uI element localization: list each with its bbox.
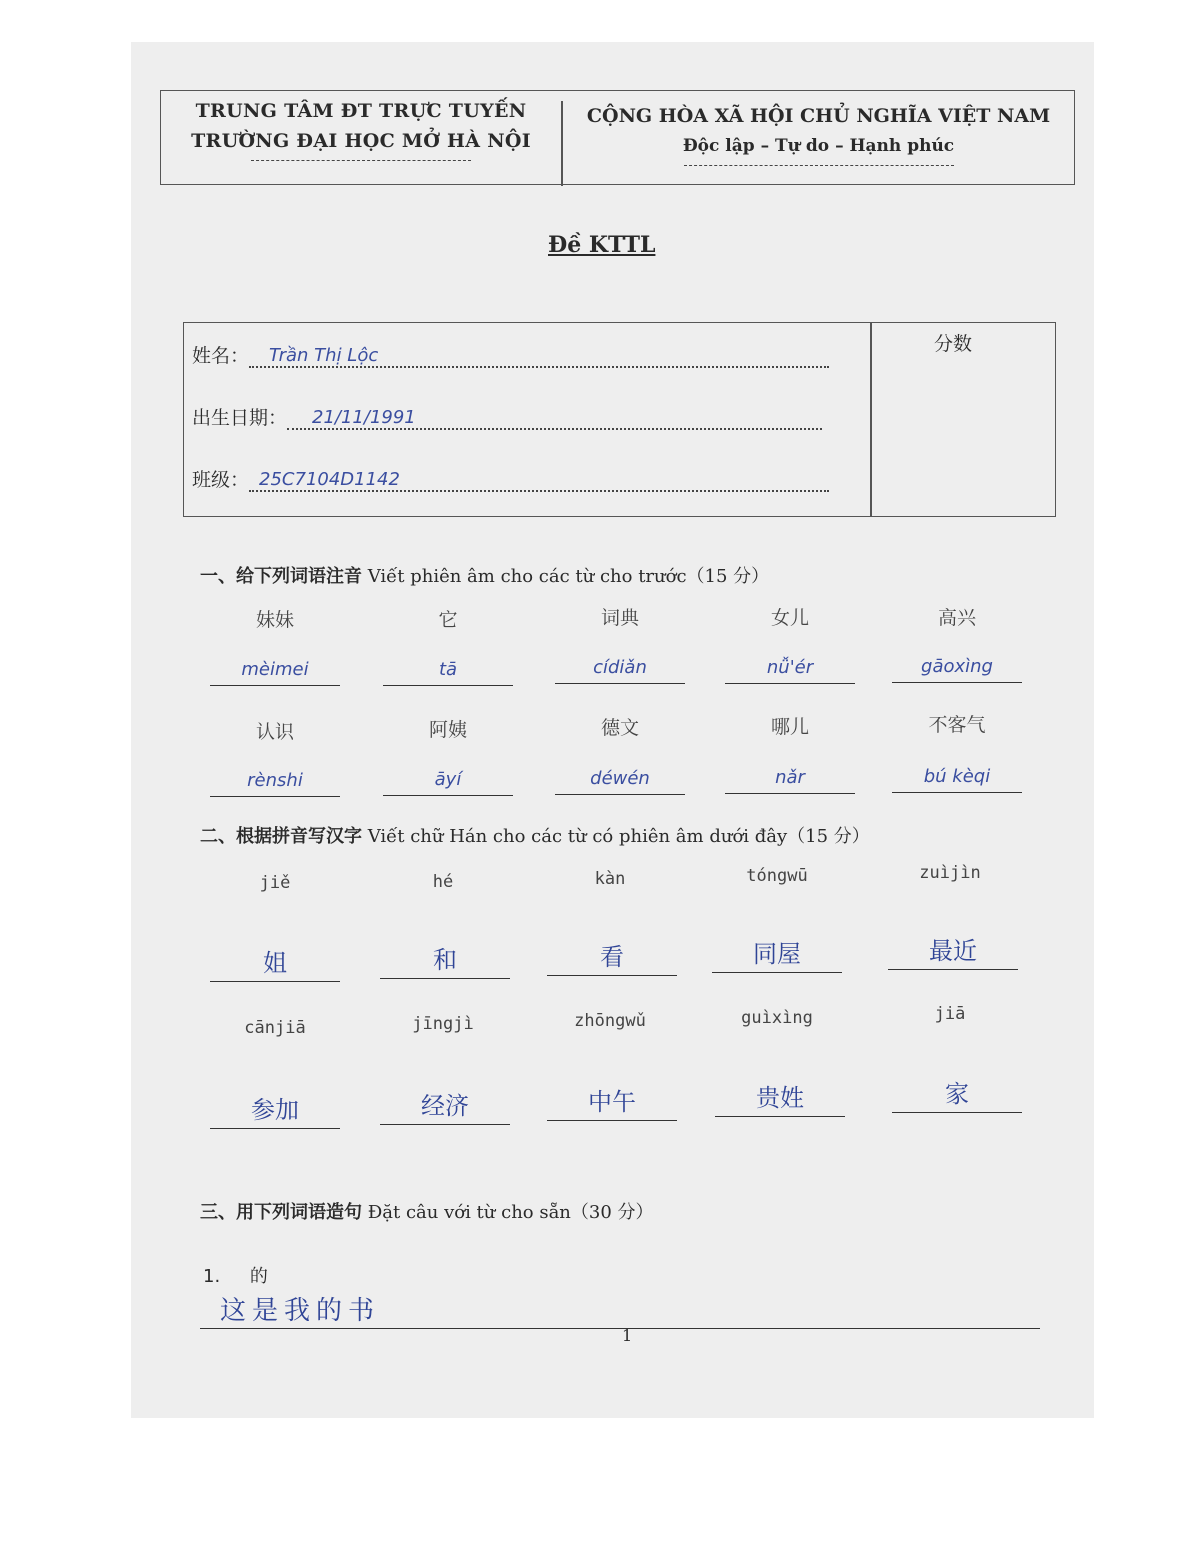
dob-label: 出生日期： bbox=[192, 407, 288, 429]
s1-word: 女儿 bbox=[770, 607, 809, 629]
dob-field[interactable] bbox=[287, 406, 822, 430]
class-value: 25C7104D1142 bbox=[259, 469, 400, 490]
s2-pinyin: jiā bbox=[934, 1004, 966, 1024]
section1-heading bbox=[200, 562, 769, 588]
s2-pinyin: zuìjìn bbox=[919, 863, 981, 883]
header-box bbox=[160, 90, 1075, 185]
name-label: 姓名： bbox=[192, 345, 250, 367]
question-1-answer: 这是我的书 bbox=[220, 1296, 381, 1326]
section2-heading-vi: Viết chữ Hán cho các từ có phiên âm dưới đây（15 分） bbox=[367, 826, 870, 847]
s2-answer-field[interactable]: 经济 bbox=[380, 1088, 510, 1125]
center-name: TRUNG TÂM ĐT TRỰC TUYẾN bbox=[195, 100, 527, 122]
s1-answer-field[interactable]: āyí bbox=[383, 765, 513, 796]
s2-answer-field[interactable]: 中午 bbox=[547, 1084, 677, 1121]
name-value: Trần Thị Lộc bbox=[269, 345, 379, 366]
s1-answer-field[interactable]: tā bbox=[383, 655, 513, 686]
s2-pinyin: jīngjì bbox=[412, 1014, 474, 1034]
section3-heading bbox=[200, 1198, 654, 1224]
s2-pinyin: hé bbox=[432, 872, 454, 892]
s2-pinyin: jiě bbox=[259, 873, 291, 893]
section2-heading bbox=[200, 822, 870, 848]
header-left bbox=[171, 96, 551, 161]
s1-answer-field[interactable]: gāoxìng bbox=[892, 652, 1022, 683]
s1-word: 高兴 bbox=[937, 607, 976, 629]
s2-answer-field[interactable]: 家 bbox=[892, 1076, 1022, 1113]
question-1-answer-field[interactable] bbox=[200, 1290, 1040, 1329]
university-name: TRƯỜNG ĐẠI HỌC MỞ HÀ NỘI bbox=[191, 130, 531, 152]
question-1 bbox=[203, 1262, 268, 1288]
s2-pinyin: zhōngwǔ bbox=[574, 1011, 646, 1031]
s1-answer-field[interactable]: rènshi bbox=[210, 766, 340, 797]
s2-answer-field[interactable]: 参加 bbox=[210, 1092, 340, 1129]
section2-heading-cn: 二、根据拼音写汉字 bbox=[200, 826, 362, 847]
header-right-divider bbox=[684, 165, 954, 166]
s1-word: 阿姨 bbox=[428, 719, 467, 741]
s2-pinyin: guìxìng bbox=[741, 1008, 813, 1028]
dob-value: 21/11/1991 bbox=[312, 407, 416, 428]
s2-answer-field[interactable]: 和 bbox=[380, 942, 510, 979]
header-right bbox=[566, 101, 1071, 166]
national-motto: Độc lập – Tự do – Hạnh phúc bbox=[682, 136, 955, 156]
dob-row bbox=[192, 403, 822, 430]
s1-answer-field[interactable]: déwén bbox=[555, 764, 685, 795]
s2-pinyin: kàn bbox=[594, 869, 626, 889]
question-1-number: 1. bbox=[203, 1266, 221, 1287]
s1-word: 妹妹 bbox=[255, 609, 294, 631]
class-row bbox=[192, 465, 829, 492]
header-left-divider bbox=[251, 160, 471, 161]
s2-answer-field[interactable]: 贵姓 bbox=[715, 1080, 845, 1117]
s1-answer-field[interactable]: nǚ'ér bbox=[725, 653, 855, 684]
score-label: 分数 bbox=[934, 333, 973, 355]
section1-heading-vi: Viết phiên âm cho các từ cho trước（15 分） bbox=[367, 566, 770, 587]
s1-word: 认识 bbox=[255, 721, 294, 743]
page-number: 1 bbox=[622, 1326, 633, 1345]
s2-pinyin: tóngwū bbox=[746, 866, 808, 886]
name-field[interactable] bbox=[249, 344, 829, 368]
s2-answer-field[interactable]: 同屋 bbox=[712, 936, 842, 973]
s1-answer-field[interactable]: nǎr bbox=[725, 763, 855, 794]
section3-heading-cn: 三、用下列词语造句 bbox=[200, 1202, 362, 1223]
exam-title: Đề KTTL bbox=[548, 232, 656, 258]
score-divider bbox=[870, 323, 872, 516]
s1-answer-field[interactable]: bú kèqi bbox=[892, 762, 1022, 793]
s2-answer-field[interactable]: 姐 bbox=[210, 945, 340, 982]
question-1-word: 的 bbox=[249, 1266, 268, 1287]
class-field[interactable] bbox=[249, 468, 829, 492]
header-divider bbox=[561, 101, 563, 186]
s1-word: 德文 bbox=[600, 717, 639, 739]
section1-heading-cn: 一、给下列词语注音 bbox=[200, 566, 362, 587]
s1-word: 哪儿 bbox=[770, 716, 809, 738]
s1-word: 词典 bbox=[600, 607, 639, 629]
s2-answer-field[interactable]: 最近 bbox=[888, 933, 1018, 970]
s1-word: 它 bbox=[438, 609, 458, 631]
country-name: CỘNG HÒA XÃ HỘI CHỦ NGHĨA VIỆT NAM bbox=[586, 105, 1051, 127]
s1-answer-field[interactable]: mèimei bbox=[210, 655, 340, 686]
s2-answer-field[interactable]: 看 bbox=[547, 939, 677, 976]
s2-pinyin: cānjiā bbox=[244, 1018, 306, 1038]
section3-heading-vi: Đặt câu với từ cho sẵn（30 分） bbox=[367, 1202, 654, 1223]
s1-answer-field[interactable]: cídiǎn bbox=[555, 653, 685, 684]
student-info-box bbox=[183, 322, 1056, 517]
name-row bbox=[192, 341, 829, 368]
class-label: 班级： bbox=[192, 469, 250, 491]
s1-word: 不客气 bbox=[928, 714, 986, 736]
